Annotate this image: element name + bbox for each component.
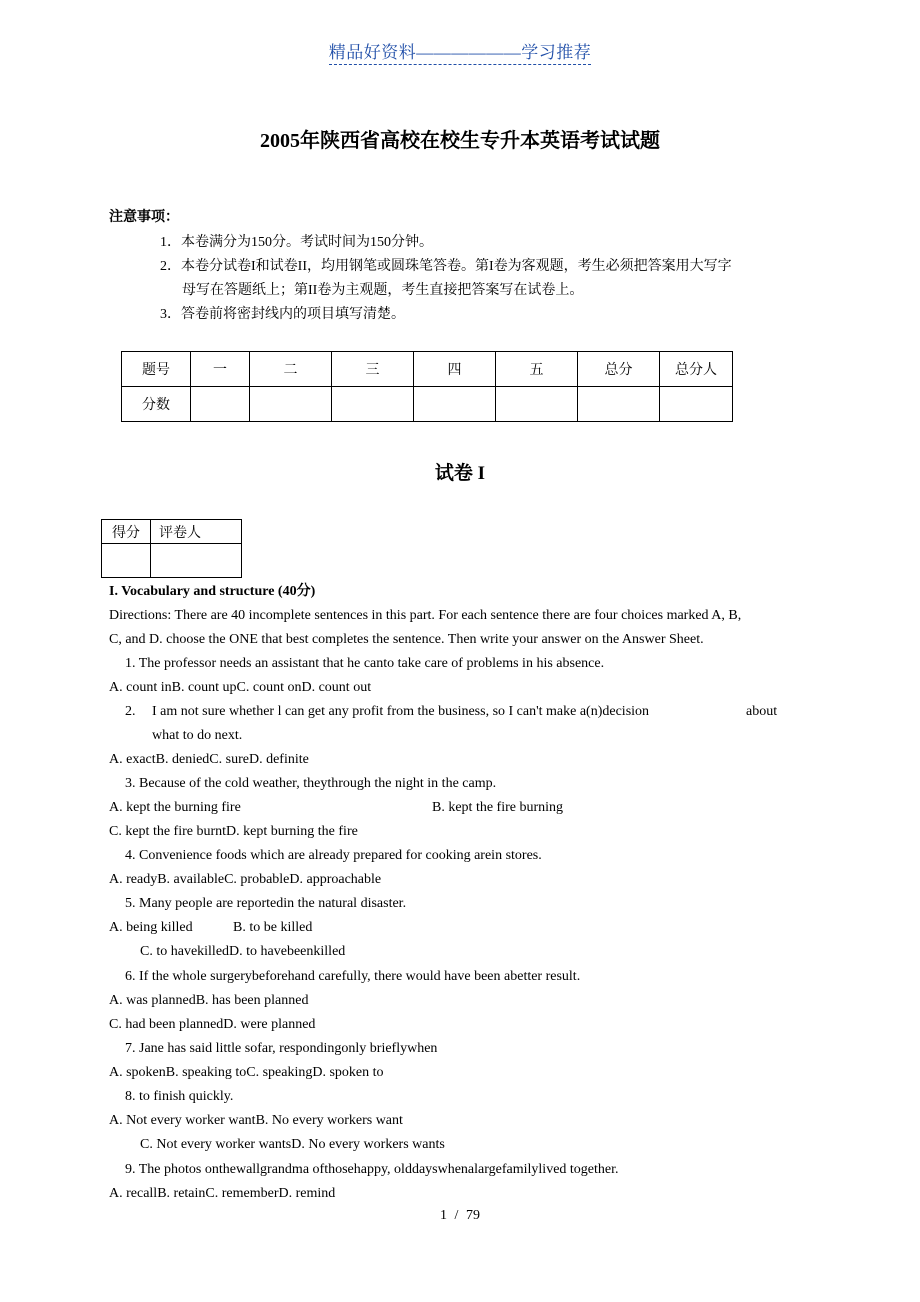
score-cell [250,387,332,422]
question-6: 6. If the whole surgerybeforehand carefully, there would have been abetter result. [125,969,581,984]
question-3: 3. Because of the cold weather, theythrough the night in the camp. [125,776,497,791]
question-1-options: A. count inB. count upC. count onD. count out [109,680,372,695]
grader-table [101,519,242,578]
score-cell [660,387,733,422]
question-7: 7. Jane has said little sofar, respondingonly brieflywhen [125,1041,438,1056]
page-footer [0,1208,920,1224]
grader-person-label: 评卷人 [151,520,242,544]
part1-heading: I. Vocabulary and structure (40分) [109,584,316,599]
page-total: 79 [465,1208,480,1223]
grader-header-row [102,520,242,544]
question-3-option-cd: C. kept the fire burntD. kept burning the fire [109,824,358,839]
question-8-option-ab: A. Not every worker wantB. No every workers want [109,1113,403,1128]
question-5-option-cd: C. to havekilledD. to havebeenkilled [140,944,346,959]
score-cell [414,387,496,422]
question-1: 1. The professor needs an assistant that he canto take care of problems in his absence. [125,656,605,671]
question-8-option-cd: C. Not every worker wantsD. No every workers wants [140,1137,445,1152]
directions-line-2: C, and D. choose the ONE that best completes the sentence. Then write your answer on the Answer Sheet. [109,632,704,647]
score-cell [191,387,250,422]
question-2-options: A. exactB. deniedC. sureD. definite [109,752,309,767]
page-header [0,38,920,63]
question-8: 8. to finish quickly. [125,1089,234,1104]
question-2-about: about [746,704,778,719]
score-header-cell: 五 [496,352,578,387]
question-9: 9. The photos onthewallgrandma ofthosehappy, olddayswhenalargefamilylived together. [125,1162,619,1177]
score-table-header-row [122,352,733,387]
question-5: 5. Many people are reportedin the natural disaster. [125,896,407,911]
grader-score-label: 得分 [102,520,151,544]
question-3-option-a: A. kept the burning fire [109,800,241,815]
score-table [121,351,733,422]
question-7-options: A. spokenB. speaking toC. speakingD. spoken to [109,1065,384,1080]
question-5-option-b: B. to be killed [233,920,313,935]
exam-title: 2005年陕西省高校在校生专升本英语考试试题 [260,130,660,152]
score-table-value-row [122,387,733,422]
score-header-cell: 二 [250,352,332,387]
question-3-option-b: B. kept the fire burning [432,800,564,815]
score-header-cell: 一 [191,352,250,387]
question-2: I am not sure whether l can get any profit from the business, so I can't make a(n)decision [152,704,650,719]
score-cell [578,387,660,422]
notice-item-3: 3．答卷前将密封线内的项目填写清楚。 [160,307,405,322]
question-2-cont: what to do next. [152,728,243,743]
header-text: 精品好资料——————学习推荐 [329,43,592,65]
notice-item-1: 1．本卷满分为150分。考试时间为150分钟。 [160,235,433,250]
score-row-label: 分数 [122,387,191,422]
question-9-options: A. recallB. retainC. rememberD. remind [109,1186,336,1201]
question-4: 4. Convenience foods which are already prepared for cooking arein stores. [125,848,542,863]
notice-label: 注意事项： [109,210,179,225]
score-header-cell: 总分 [578,352,660,387]
question-2-number: 2. [125,704,136,719]
score-header-cell: 总分人 [660,352,733,387]
score-cell [496,387,578,422]
score-header-cell: 四 [414,352,496,387]
question-4-options: A. readyB. availableC. probableD. approachable [109,872,382,887]
directions-line-1: Directions: There are 40 incomplete sentences in this part. For each sentence there are four choices marked A, B, [109,608,742,623]
grader-value-row [102,544,242,578]
score-cell [332,387,414,422]
question-6-option-ab: A. was plannedB. has been planned [109,993,309,1008]
score-header-cell: 题号 [122,352,191,387]
page-number: 1 [440,1208,448,1223]
notice-item-2-cont: 母写在答题纸上；第II卷为主观题，考生直接把答案写在试卷上。 [182,283,584,298]
section-title: 试卷 I [434,463,486,484]
notice-item-2: 2．本卷分试卷I和试卷II，均用钢笔或圆珠笔答卷。第I卷为客观题，考生必须把答案用大写字 [160,259,732,274]
grader-person-cell [151,544,242,578]
question-5-option-a: A. being killed [109,920,193,935]
question-6-option-cd: C. had been plannedD. were planned [109,1017,316,1032]
score-header-cell: 三 [332,352,414,387]
page-separator: / [454,1208,459,1223]
grader-score-cell [102,544,151,578]
